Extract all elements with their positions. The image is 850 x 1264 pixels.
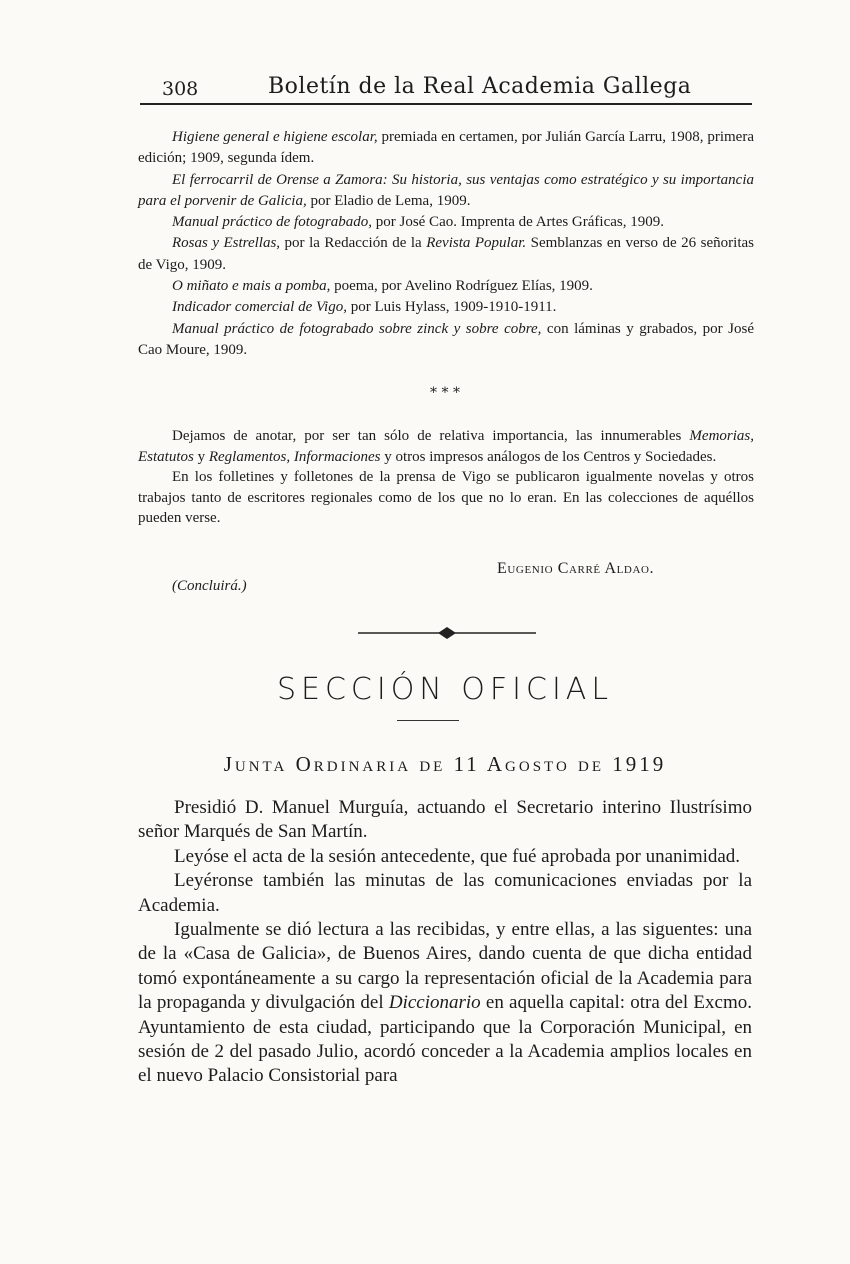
- entry-details: poema, por Avelino Rodríguez Elías, 1909.: [330, 278, 593, 295]
- meeting-heading: Junta Ordinaria de 11 Agosto de 1919: [223, 752, 667, 776]
- entry-details: por la Redacción de la: [280, 235, 427, 252]
- bibliography-entry: [138, 276, 754, 297]
- page-number: 308: [162, 78, 199, 100]
- bibliography-entry: [138, 170, 754, 213]
- notice-paragraph: [138, 426, 754, 467]
- entry-details-secondary: Semblanzas en verso de 26 señoritas de Vigo, 1909.: [138, 235, 754, 273]
- bibliography-list: [138, 127, 754, 361]
- minutes-paragraph: Leyéronse también las minutas de las comunicaciones enviadas por la Academia.: [138, 870, 752, 916]
- bibliography-entry: [138, 233, 754, 276]
- entry-title: Indicador comercial de Vigo,: [172, 299, 347, 316]
- entry-title: O miñato e mais a pomba,: [172, 278, 331, 295]
- bibliography-entry: [138, 127, 754, 170]
- running-head: Boletín de la Real Academia Gallega: [268, 74, 692, 99]
- entry-title: Manual práctico de fotograbado sobre zinck y sobre cobre,: [172, 320, 542, 337]
- minutes-italic: Diccionario: [388, 992, 481, 1014]
- entry-details: por Eladio de Lema, 1909.: [306, 192, 471, 209]
- section-title: SECCIÓN OFICIAL: [276, 672, 614, 707]
- bibliography-entry: [138, 297, 754, 318]
- entry-details: con láminas y grabados, por José Cao Moure, 1909.: [138, 320, 755, 358]
- entry-title: Manual práctico de fotograbado,: [172, 214, 372, 231]
- minutes-text: en aquella capital: otra del Excmo. Ayuntamiento de esta ciudad, participando que la Corporación Municipal, en sesión de 2 del pasado Julio, acordó conceder a la Academia amplios locales en el nuevo Palacio Consistorial para: [138, 992, 752, 1087]
- entry-details: por Luis Hylass, 1909-1910-1911.: [346, 299, 557, 316]
- notice-text: y otros impresos análogos de los Centros y Sociedades.: [380, 448, 717, 465]
- asterism-separator: * * *: [430, 385, 460, 401]
- entry-details: por José Cao. Imprenta de Artes Gráficas, 1909.: [371, 214, 664, 231]
- to-be-concluded-note: (Concluirá.): [172, 578, 247, 594]
- minutes-paragraph: [138, 918, 752, 1089]
- page-header: [140, 72, 752, 104]
- bibliography-entry: [138, 319, 754, 362]
- bibliography-entry: [138, 212, 754, 233]
- minutes-text: Igualmente se dió lectura a las recibidas, y entre ellas, a las siguentes: una de la «Casa de Galicia», de Buenos Aires, dando cuenta de que dicha entidad tomó expontáneamente a su cargo la representación oficial de la Academia para la propaganda y divulgación del: [138, 919, 752, 1014]
- notice-text: Dejamos de anotar, por ser tan sólo de relativa importancia, las innumerables: [172, 428, 690, 444]
- entry-title-secondary: Revista Popular.: [426, 235, 527, 252]
- minutes-body: [138, 796, 752, 1089]
- title-underline: [397, 720, 459, 721]
- entry-title: Rosas y Estrellas,: [172, 235, 281, 252]
- entry-title: Higiene general e higiene escolar,: [172, 129, 378, 145]
- author-signature: Eugenio Carré Aldao.: [497, 560, 655, 577]
- closing-notice: [138, 426, 754, 529]
- entry-title: El ferrocarril de Orense a Zamora: Su historia, sus ventajas como estratégico y su importancia para el porvenir de Galicia,: [138, 171, 754, 209]
- notice-italic: Reglamentos, Informaciones: [208, 448, 381, 465]
- notice-text: y: [193, 448, 209, 465]
- notice-paragraph: En los folletines y folletones de la prensa de Vigo se publicaron igualmente novelas y otros trabajos tanto de escritores regionales como de los que no lo eran. En las colecciones de aquéllos pueden verse.: [138, 469, 754, 526]
- notice-italic: Memorias, Estatutos: [138, 428, 754, 465]
- minutes-paragraph: Presidió D. Manuel Murguía, actuando el Secretario interino Ilustrísimo señor Marqués de San Martín.: [138, 797, 752, 843]
- header-rule: [140, 103, 752, 105]
- section-ornament: [358, 624, 536, 642]
- entry-details: premiada en certamen, por Julián García Larru, 1908, primera edición; 1909, segunda ídem.: [138, 129, 754, 167]
- minutes-paragraph: Leyóse el acta de la sesión antecedente, que fué aprobada por unanimidad.: [174, 845, 741, 867]
